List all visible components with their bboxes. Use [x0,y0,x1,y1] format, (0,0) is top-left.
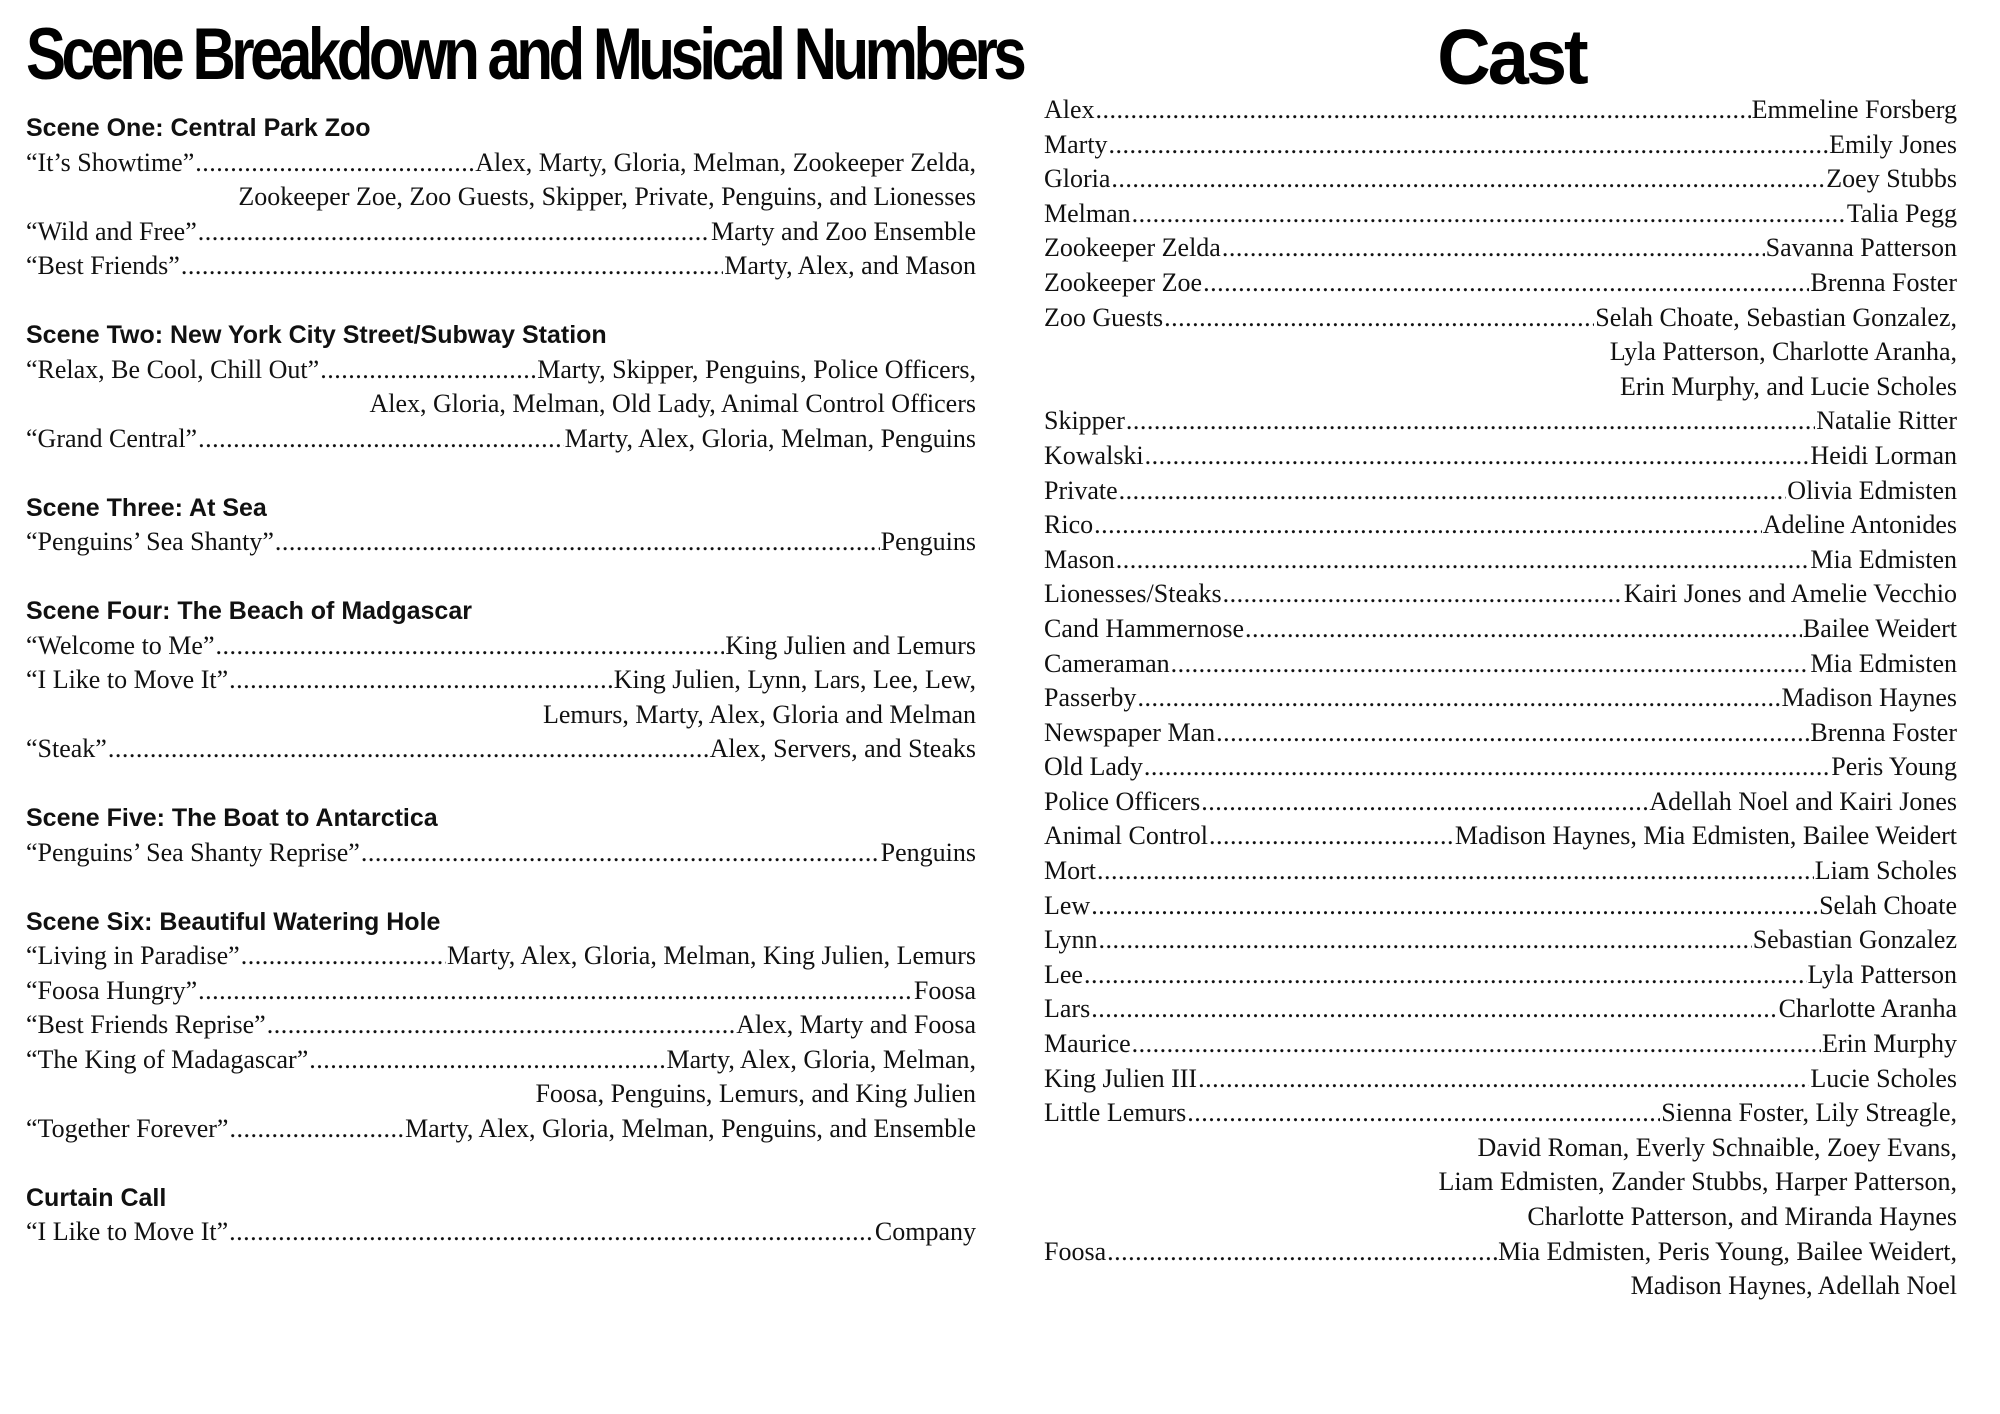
cast-role [1044,162,1979,197]
entry-first-line [26,732,976,767]
entry-first-line [1044,958,1979,993]
musical-number [26,836,976,871]
cast-role-label: Little Lemurs [1044,1098,1187,1128]
cast-role-label: Maurice [1044,1029,1131,1059]
musical-number-value: Marty, Alex, and Mason [724,251,976,280]
cast-list [1044,93,1979,1304]
musical-number-label: “Living in Paradise” [26,941,240,970]
cast-role-value: Talia Pegg [1846,198,1957,228]
cast-role-label: Passerby [1044,683,1137,713]
cast-role [1044,301,1979,405]
musical-number-value: Marty, Skipper, Penguins, Police Officers, [537,354,976,384]
cast-role-value: Natalie Ritter [1816,406,1957,436]
cast-role-label: Animal Control [1044,821,1208,851]
dot-leader [1111,162,1825,197]
musical-number-value: Alex, Marty, Gloria, Melman, Zookeeper Zelda, [475,147,976,177]
dot-leader [1209,819,1454,854]
dot-leader [267,1008,736,1043]
musical-number-value: Marty, Alex, Gloria, Melman, Penguins, and Ensemble [405,1113,976,1143]
dot-leader [1137,681,1780,716]
cast-role-value: Madison Haynes, Mia Edmisten, Bailee Weidert [1454,821,1957,851]
musical-number-label: “Penguins’ Sea Shanty Reprise” [26,837,360,867]
scene-title: Scene Four: The Beach of Madgascar [26,597,472,625]
dot-leader [1203,266,1809,301]
dot-leader [198,215,710,250]
cast-role-label: Kowalski [1044,440,1144,470]
musical-number [26,1043,976,1112]
musical-number-label: “I Like to Move It” [26,665,229,694]
musical-number-value: Alex, Marty and Foosa [736,1010,976,1039]
cast-role-value: Peris Young [1831,752,1957,782]
entry-first-line [1044,819,1979,854]
cast-role [1044,923,1979,958]
scene-list [26,111,976,1284]
cast-role [1044,716,1979,751]
cast-role-value: Savanna Patterson [1765,233,1957,263]
cast-role-label: Cameraman [1044,648,1170,678]
cast-role [1044,819,1979,854]
cast-role-label: Rico [1044,510,1094,540]
cast-role-label: Zoo Guests [1044,302,1164,332]
scene-title: Scene One: Central Park Zoo [26,114,371,142]
cast-role-label: King Julien III [1044,1063,1198,1093]
dot-leader [1132,1027,1821,1062]
musical-numbers [26,1215,976,1250]
entry-first-line [1044,197,1979,232]
cast-role [1044,1235,1979,1304]
cast-role-value: Mia Edmisten, Peris Young, Bailee Weidert, [1498,1236,1957,1266]
cast-role [1044,404,1979,439]
cast-role-value: Selah Choate, Sebastian Gonzalez, [1595,302,1957,332]
musical-number-value: Foosa [913,975,976,1005]
musical-number-value: Penguins [880,837,976,867]
dot-leader [320,353,536,388]
musical-number-value: Alex, Servers, and Steaks [709,734,976,763]
cast-role-label: Private [1044,475,1118,505]
musical-number-label: “It’s Showtime” [26,147,195,177]
dot-leader [1198,1062,1809,1097]
entry-first-line [1044,889,1979,924]
musical-number-value-continued: Foosa, Penguins, Lemurs, and King Julien [535,1079,976,1108]
musical-number-value: Penguins [880,527,976,556]
cast-role [1044,992,1979,1027]
scene-block [26,801,976,870]
cast-role [1044,854,1979,889]
scene-block [26,111,976,284]
entry-first-line [1044,93,1979,128]
dot-leader [229,663,613,698]
cast-role-label: Foosa [1044,1236,1107,1266]
entry-first-line [1044,785,1979,820]
cast-role-label: Gloria [1044,164,1111,194]
dot-leader [229,1215,874,1250]
cast-role-value: Selah Choate [1819,890,1957,920]
cast-role [1044,681,1979,716]
entry-first-line [1044,543,1979,578]
dot-leader [1091,992,1777,1027]
entry-first-line [1044,750,1979,785]
cast-role-label: Old Lady [1044,752,1143,782]
entry-first-line [1044,923,1979,958]
musical-number [26,974,976,1009]
cast-role-value-continued: Erin Murphy, and Lucie Scholes [1620,371,1957,401]
entry-first-line [26,836,976,871]
cast-role-label: Marty [1044,129,1108,159]
dot-leader [1164,301,1594,336]
cast-role-value: Olivia Edmisten [1787,475,1957,505]
musical-numbers [26,836,976,871]
dot-leader [1187,1096,1660,1131]
musical-number-label: “Foosa Hungry” [26,975,198,1005]
entry-first-line [1044,992,1979,1027]
dot-leader [1223,577,1623,612]
dot-leader [1126,404,1815,439]
cast-role [1044,197,1979,232]
cast-role-value: Bailee Weidert [1802,613,1957,643]
musical-number-value: Marty, Alex, Gloria, Melman, Penguins [564,423,976,453]
musical-number-value: King Julien and Lemurs [725,630,976,660]
musical-number-label: “Best Friends” [26,251,180,280]
cast-role [1044,508,1979,543]
musical-number [26,249,976,284]
cast-role-value: Emmeline Forsberg [1751,95,1957,124]
entry-first-line [1044,1027,1979,1062]
dot-leader [241,939,446,974]
dot-leader [275,525,880,560]
cast-role [1044,1062,1979,1097]
cast-role [1044,93,1979,128]
cast-role-label: Cand Hammernose [1044,613,1245,643]
musical-number-label: “Steak” [26,734,107,763]
cast-role-value: Kairi Jones and Amelie Vecchio [1623,579,1957,609]
dot-leader [1216,716,1809,751]
cast-role-value-continued: David Roman, Everly Schnaible, Zoey Evans, [1477,1132,1957,1162]
musical-number-label: “Grand Central” [26,423,198,453]
musical-numbers [26,629,976,767]
cast-role-label: Zookeeper Zoe [1044,267,1203,297]
musical-number-value: Company [874,1217,976,1246]
cast-role [1044,128,1979,163]
scene-title: Scene Three: At Sea [26,493,267,522]
cast-role [1044,1027,1979,1062]
musical-number-label: “I Like to Move It” [26,1217,229,1246]
dot-leader [1084,958,1807,993]
entry-first-line [1044,439,1979,474]
cast-role [1044,1096,1979,1234]
dot-leader [1144,750,1830,785]
scene-title: Scene Two: New York City Street/Subway Station [26,321,607,349]
dot-leader [1107,1235,1497,1270]
cast-role [1044,439,1979,474]
dot-leader [1098,923,1751,958]
entry-first-line [26,353,976,388]
entry-first-line [1044,301,1979,336]
entry-first-line [26,974,976,1009]
entry-first-line [26,939,976,974]
cast-role-value-continued: Liam Edmisten, Zander Stubbs, Harper Patterson, [1438,1167,1957,1197]
dot-leader [216,629,725,664]
cast-role-value: Heidi Lorman [1810,440,1957,470]
cast-role-label: Mason [1044,544,1115,574]
entry-first-line [26,1112,976,1147]
scene-block [26,318,976,456]
cast-role-label: Alex [1044,95,1095,124]
dot-leader [1145,439,1810,474]
musical-number-label: “Welcome to Me” [26,630,215,660]
entry-first-line [26,146,976,181]
musical-number-label: “Best Friends Reprise” [26,1010,266,1039]
entry-first-line [26,629,976,664]
entry-first-line [1044,716,1979,751]
entry-first-line [1044,508,1979,543]
cast-role-value: Madison Haynes [1781,683,1957,713]
entry-first-line [1044,128,1979,163]
dot-leader [1222,231,1765,266]
dot-leader [1201,785,1648,820]
entry-first-line [1044,1235,1979,1270]
entry-first-line [1044,1062,1979,1097]
entry-first-line [1044,474,1979,509]
cast-role [1044,647,1979,682]
dot-leader [1094,508,1762,543]
cast-role-value: Mia Edmisten [1810,648,1957,678]
cast-role-value-continued: Madison Haynes, Adellah Noel [1630,1271,1957,1301]
scene-block [26,594,976,767]
cast-role [1044,266,1979,301]
cast-role-value: Adellah Noel and Kairi Jones [1649,786,1957,816]
musical-number [26,939,976,974]
musical-number [26,215,976,250]
entry-first-line [1044,647,1979,682]
dot-leader [1109,128,1829,163]
cast-role-label: Zookeeper Zelda [1044,233,1221,263]
cast-role [1044,785,1979,820]
dot-leader [108,732,709,767]
cast-role-value-continued: Lyla Patterson, Charlotte Aranha, [1609,337,1957,367]
musical-number-value: Marty and Zoo Ensemble [711,216,976,246]
dot-leader [1245,612,1802,647]
cast-role-value: Zoey Stubbs [1826,164,1957,194]
musical-numbers [26,146,976,284]
cast-role-label: Police Officers [1044,786,1201,816]
cast-role-label: Lynn [1044,925,1098,955]
musical-number-label: “Wild and Free” [26,216,197,246]
entry-first-line [1044,681,1979,716]
cast-role-label: Lars [1044,994,1091,1024]
musical-number [26,663,976,732]
entry-first-line [26,249,976,284]
musical-number [26,146,976,215]
entry-first-line [26,215,976,250]
cast-role-value: Sebastian Gonzalez [1752,925,1957,955]
dot-leader [195,146,474,181]
entry-first-line [26,525,976,560]
entry-first-line [26,663,976,698]
musical-number [26,1008,976,1043]
musical-numbers [26,525,976,560]
musical-number [26,1215,976,1250]
musical-number-label: “Relax, Be Cool, Chill Out” [26,354,320,384]
cast-role [1044,577,1979,612]
dot-leader [198,422,564,457]
cast-role-value: Brenna Foster [1810,717,1957,747]
dot-leader [198,974,913,1009]
cast-role-value: Emily Jones [1829,129,1957,159]
musical-number [26,422,976,457]
cast-role-label: Mort [1044,856,1096,886]
entry-first-line [1044,577,1979,612]
musical-numbers [26,353,976,457]
musical-number-label: “The King of Madagascar” [26,1044,309,1074]
scene-block [26,1181,976,1250]
musical-number-value-continued: Lemurs, Marty, Alex, Gloria and Melman [543,699,976,729]
cast-role-label: Lee [1044,959,1083,989]
musical-number-label: “Penguins’ Sea Shanty” [26,527,274,556]
cast-role-value: Erin Murphy [1821,1029,1957,1059]
scene-block [26,905,976,1147]
cast-role-value: Adeline Antonides [1762,510,1957,540]
dot-leader [1096,93,1751,128]
cast-role [1044,889,1979,924]
cast-role-label: Melman [1044,198,1131,228]
entry-first-line [1044,231,1979,266]
musical-number [26,1112,976,1147]
musical-number-value: King Julien, Lynn, Lars, Lee, Lew, [613,665,976,694]
musical-number-value-continued: Zookeeper Zoe, Zoo Guests, Skipper, Private, Penguins, and Lionesses [238,182,976,211]
entry-first-line [1044,854,1979,889]
scene-title: Curtain Call [26,1183,167,1212]
cast-role [1044,750,1979,785]
dot-leader [181,249,723,284]
dot-leader [361,836,880,871]
cast-role-value: Mia Edmisten [1810,544,1957,574]
musical-number-label: “Together Forever” [26,1113,229,1143]
cast-role-value: Charlotte Aranha [1778,994,1957,1024]
dot-leader [1097,854,1814,889]
cast-role-value: Liam Scholes [1814,856,1957,886]
musical-number [26,525,976,560]
cast-role [1044,474,1979,509]
cast-role [1044,958,1979,993]
cast-role-label: Lew [1044,890,1091,920]
dot-leader [229,1112,404,1147]
cast-role [1044,231,1979,266]
musical-number [26,353,976,422]
entry-first-line [26,1043,976,1078]
entry-first-line [1044,1096,1979,1131]
cast-role-value-continued: Charlotte Patterson, and Miranda Haynes [1527,1202,1957,1231]
dot-leader [1119,474,1787,509]
musical-number [26,732,976,767]
cast-role [1044,612,1979,647]
entry-first-line [26,1215,976,1250]
entry-first-line [1044,612,1979,647]
musical-number-value: Marty, Alex, Gloria, Melman, [666,1044,976,1074]
scene-title: Scene Five: The Boat to Antarctica [26,804,438,832]
dot-leader [1132,197,1846,232]
dot-leader [1116,543,1810,578]
dot-leader [309,1043,665,1078]
cast-role-label: Newspaper Man [1044,717,1216,747]
entry-first-line [1044,404,1979,439]
scene-title: Scene Six: Beautiful Watering Hole [26,907,441,936]
cast-role-label: Lionesses/Steaks [1044,579,1222,609]
cast-heading: Cast [1437,13,1586,101]
entry-first-line [1044,266,1979,301]
dot-leader [1171,647,1810,682]
entry-first-line [26,1008,976,1043]
cast-role-value: Lyla Patterson [1807,959,1957,989]
musical-number [26,629,976,664]
scene-block [26,491,976,560]
cast-role [1044,543,1979,578]
cast-role-label: Skipper [1044,406,1125,436]
musical-number-value: Marty, Alex, Gloria, Melman, King Julien, Lemurs [446,941,976,970]
dot-leader [1091,889,1818,924]
cast-role-value: Sienna Foster, Lily Streagle, [1661,1098,1957,1128]
musical-numbers [26,939,976,1146]
scene-breakdown-heading: Scene Breakdown and Musical Numbers [26,13,1023,95]
musical-number-value-continued: Alex, Gloria, Melman, Old Lady, Animal Control Officers [369,389,976,418]
entry-first-line [26,422,976,457]
entry-first-line [1044,162,1979,197]
cast-role-value: Brenna Foster [1810,267,1957,297]
cast-role-value: Lucie Scholes [1810,1063,1957,1093]
